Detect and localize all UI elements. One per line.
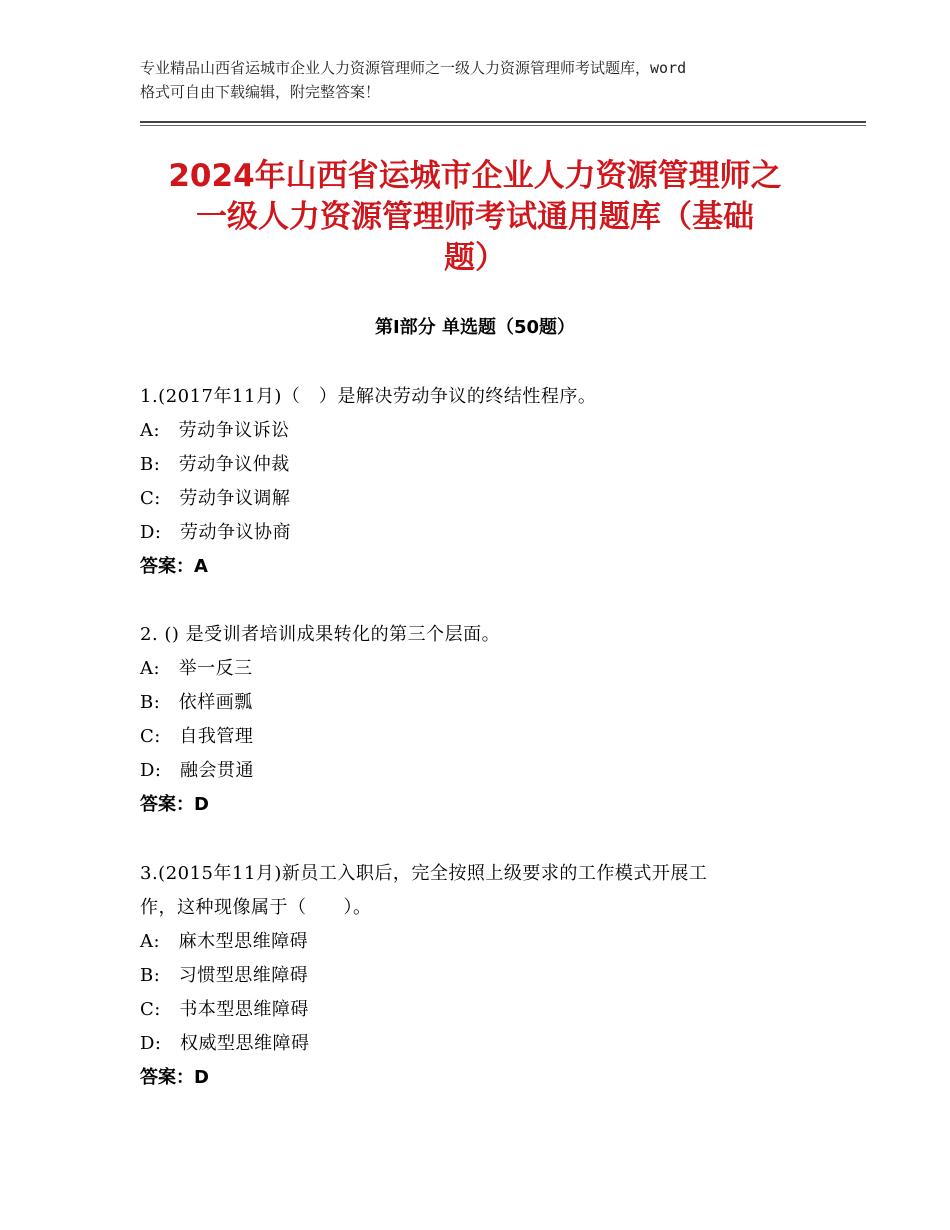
- header-divider-thin: [140, 125, 866, 126]
- question-option-d: D: 权威型思维障碍: [140, 1033, 310, 1054]
- question-option-a: A: 举一反三: [140, 658, 253, 679]
- section-title: 第Ⅰ部分 单选题（50题）: [374, 317, 575, 338]
- question-option-a: A: 劳动争议诉讼: [140, 420, 290, 441]
- question-option-a: A: 麻木型思维障碍: [140, 931, 309, 952]
- header-divider-thick: [140, 121, 866, 123]
- question-stem: 2. () 是受训者培训成果转化的第三个层面。: [140, 624, 501, 645]
- question-option-c: C: 自我管理: [140, 726, 254, 747]
- header-note-line-1: 专业精品山西省运城市企业人力资源管理师之一级人力资源管理师考试题库，word: [140, 59, 687, 77]
- question-answer: 答案：A: [140, 556, 208, 577]
- question-3: [140, 857, 820, 1095]
- question-option-b: B: 依样画瓢: [140, 692, 253, 713]
- document-title-line-2: 一级人力资源管理师考试通用题库（基础: [196, 199, 754, 235]
- question-option-c: C: 劳动争议调解: [140, 488, 291, 509]
- header-note-line-2: 格式可自由下载编辑，附完整答案！: [140, 83, 381, 101]
- question-option-c: C: 书本型思维障碍: [140, 999, 309, 1020]
- question-option-d: D: 融会贯通: [140, 760, 254, 781]
- document-title-line-1: 2024年山西省运城市企业人力资源管理师之: [168, 158, 782, 194]
- question-answer: 答案：D: [140, 794, 209, 815]
- question-stem-line-2: 作，这种现像属于（ ）。: [140, 897, 372, 918]
- question-stem: 1.(2017年11月)（ ）是解决劳动争议的终结性程序。: [140, 386, 597, 407]
- question-option-d: D: 劳动争议协商: [140, 522, 291, 543]
- question-1: [140, 380, 820, 584]
- document-title-line-3: 题）: [444, 240, 506, 276]
- question-2: [140, 618, 820, 822]
- question-option-b: B: 劳动争议仲裁: [140, 454, 290, 475]
- document-title: [130, 156, 820, 279]
- question-stem-line-1: 3.(2015年11月)新员工入职后，完全按照上级要求的工作模式开展工: [140, 863, 708, 884]
- question-answer: 答案：D: [140, 1067, 209, 1088]
- question-option-b: B: 习惯型思维障碍: [140, 965, 309, 986]
- header-note: [140, 56, 830, 104]
